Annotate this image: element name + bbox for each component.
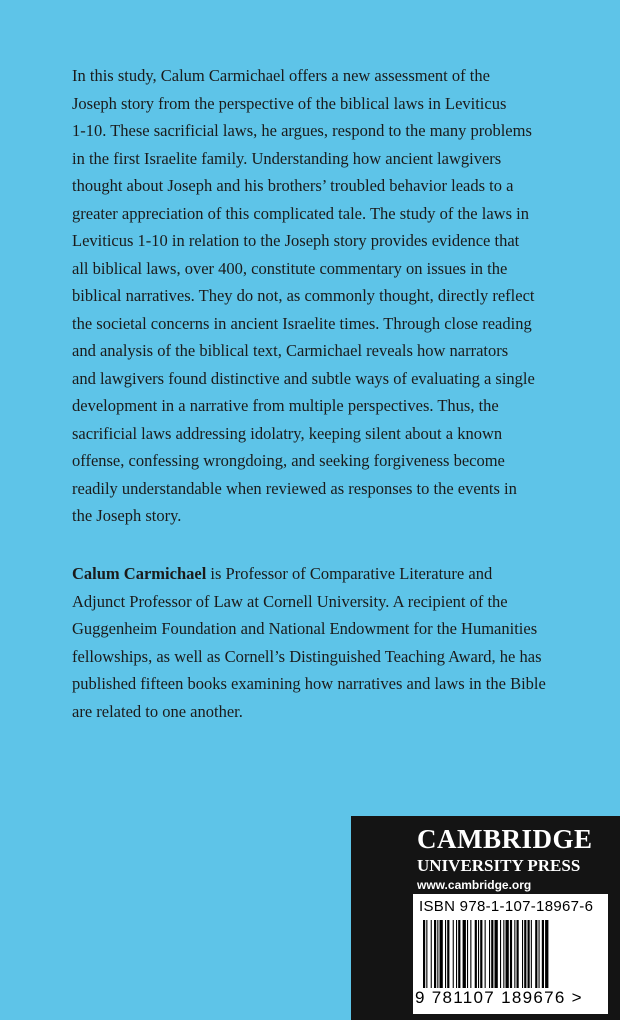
barcode-digits: 9 781107 189676 > [415, 988, 583, 1007]
publisher-subname: UNIVERSITY PRESS [417, 856, 581, 875]
barcode-bar [445, 920, 446, 988]
barcode-bar [423, 920, 425, 988]
barcode-bar [528, 920, 530, 988]
barcode-bar [478, 920, 479, 988]
barcode-bar [510, 920, 512, 988]
barcode-bar [437, 920, 438, 988]
author-name: Calum Carmichael [72, 564, 207, 583]
barcode-bar [524, 920, 526, 988]
barcode-bar [440, 920, 443, 988]
barcode-bar [447, 920, 449, 988]
barcode-bar [456, 920, 457, 988]
barcode-bar [531, 920, 532, 988]
publisher-url: www.cambridge.org [417, 878, 532, 892]
barcode-bar [503, 920, 504, 988]
barcode-bar [453, 920, 454, 988]
barcode-bar [463, 920, 466, 988]
barcode-bar [514, 920, 515, 988]
barcode-bar [506, 920, 509, 988]
barcode-bar [539, 920, 540, 988]
barcode-bar [542, 920, 544, 988]
description-block [72, 62, 572, 530]
barcode-bar [475, 920, 477, 988]
barcode-bar [467, 920, 468, 988]
publisher-box [351, 816, 620, 1020]
description-text: In this study, Calum Carmichael offers a new assessment of the Joseph story from the perspective of the biblical laws in Leviticus 1-10. These sacrificial laws, he argues, respond to the many problems in the first Israelite family. Understanding how ancient lawgivers thought about Joseph and his brothers’ troubled behavior leads to a greater appreciation of this complicated tale. The study of the laws in Leviticus 1-10 in relation to the Joseph story provides evidence that all biblical laws, over 400, constitute commentary on issues in the biblical narratives. They do not, as commonly thought, directly reflect the societal concerns in ancient Israelite times. Through close reading and analysis of the biblical text, Carmichael reveals how narrators and lawgivers found distinctive and subtle ways of evaluating a single development in a narrative from multiple perspectives. Thus, the sacrificial laws addressing idolatry, keeping silent about a known offense, confessing wrongdoing, and seeking forgiveness become readily understandable when reviewed as responses to the events in the Joseph story. [72, 66, 535, 525]
publisher-name: CAMBRIDGE [417, 824, 593, 854]
barcode-bar [495, 920, 498, 988]
barcode-bar [485, 920, 486, 988]
barcode-bar [431, 920, 432, 988]
barcode-bar [470, 920, 471, 988]
author-bio [72, 560, 572, 725]
barcode-bar [535, 920, 537, 988]
barcode-bar [426, 920, 427, 988]
barcode-bar [458, 920, 460, 988]
barcode-bar [489, 920, 490, 988]
barcode-bar [522, 920, 523, 988]
barcode-bar [434, 920, 436, 988]
barcode [413, 894, 608, 1014]
barcode-bars-icon [423, 920, 598, 988]
barcode-bar [517, 920, 519, 988]
isbn-label: ISBN 978-1-107-18967-6 [419, 898, 594, 915]
barcode-bar [500, 920, 501, 988]
barcode-bar [545, 920, 548, 988]
barcode-bar [491, 920, 493, 988]
author-bio-text: is Professor of Comparative Literature and Adjunct Professor of Law at Cornell University. A recipient of the Guggenheim Foundation and National Endowment for the Humanities fellowships, as well as Cornell’s Distinguished Teaching Award, he has published fifteen books examining how narratives and laws in the Bible are related to one another. [72, 564, 546, 721]
barcode-bar [480, 920, 482, 988]
